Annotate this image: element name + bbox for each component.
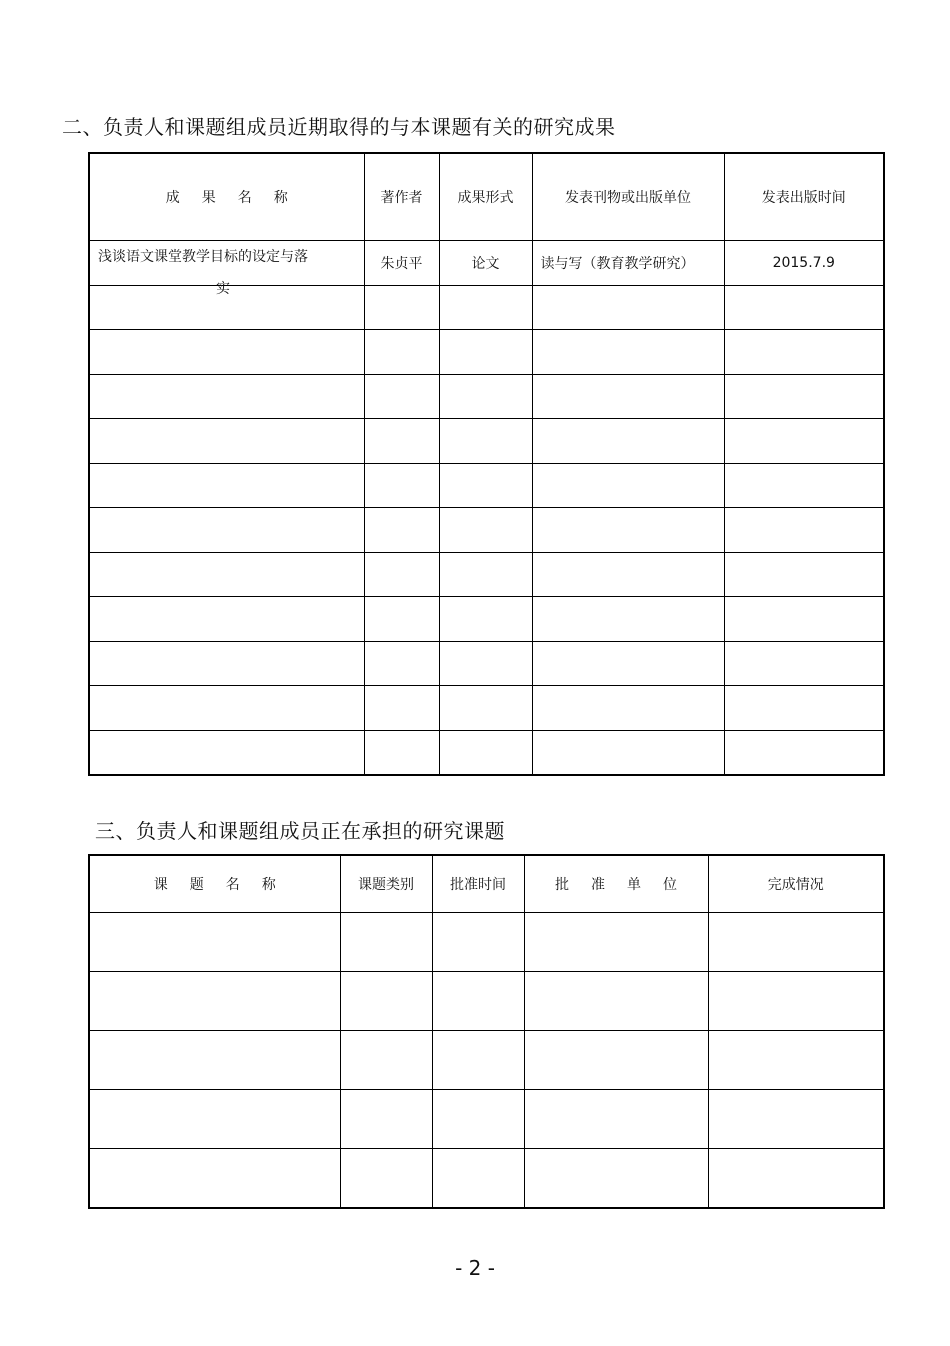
result-publisher: 读与写（教育教学研究） <box>532 241 724 286</box>
table-row <box>89 913 884 972</box>
result-date: 2015.7.9 <box>724 241 884 286</box>
header-result-name: 成 果 名 称 <box>89 153 364 241</box>
table-row <box>89 972 884 1031</box>
header-publish-date: 发表出版时间 <box>724 153 884 241</box>
table-row <box>89 1031 884 1090</box>
header-project-category: 课题类别 <box>340 855 432 913</box>
table-row <box>89 463 884 508</box>
table-header-row <box>89 855 884 913</box>
table-header-row <box>89 153 884 241</box>
header-project-name: 课 题 名 称 <box>89 855 340 913</box>
section-3-title: 三、负责人和课题组成员正在承担的研究课题 <box>95 819 505 843</box>
page-number: - 2 - <box>455 1256 495 1280</box>
result-form: 论文 <box>439 241 532 286</box>
table-row <box>89 1090 884 1149</box>
header-completion-status: 完成情况 <box>708 855 884 913</box>
table-row <box>89 1149 884 1209</box>
header-approval-time: 批准时间 <box>432 855 524 913</box>
result-author: 朱贞平 <box>364 241 439 286</box>
table-row <box>89 730 884 775</box>
header-author: 著作者 <box>364 153 439 241</box>
table-row <box>89 641 884 686</box>
header-publisher: 发表刊物或出版单位 <box>532 153 724 241</box>
ongoing-projects-table <box>88 854 885 1209</box>
table-row <box>89 374 884 419</box>
result-name-line2: 实 <box>216 281 230 297</box>
table-row <box>89 508 884 553</box>
table-row <box>89 686 884 731</box>
result-name-line1: 浅谈语文课堂教学目标的设定与落 <box>98 249 308 265</box>
header-approval-unit: 批 准 单 位 <box>524 855 708 913</box>
table-row <box>89 552 884 597</box>
table-row <box>89 330 884 375</box>
table-row <box>89 241 884 286</box>
result-name-cell <box>89 241 364 297</box>
table-row <box>89 285 884 330</box>
section-2-title: 二、负责人和课题组成员近期取得的与本课题有关的研究成果 <box>62 115 616 139</box>
header-result-form: 成果形式 <box>439 153 532 241</box>
table-row <box>89 597 884 642</box>
research-results-table <box>88 152 885 776</box>
table-row <box>89 419 884 464</box>
